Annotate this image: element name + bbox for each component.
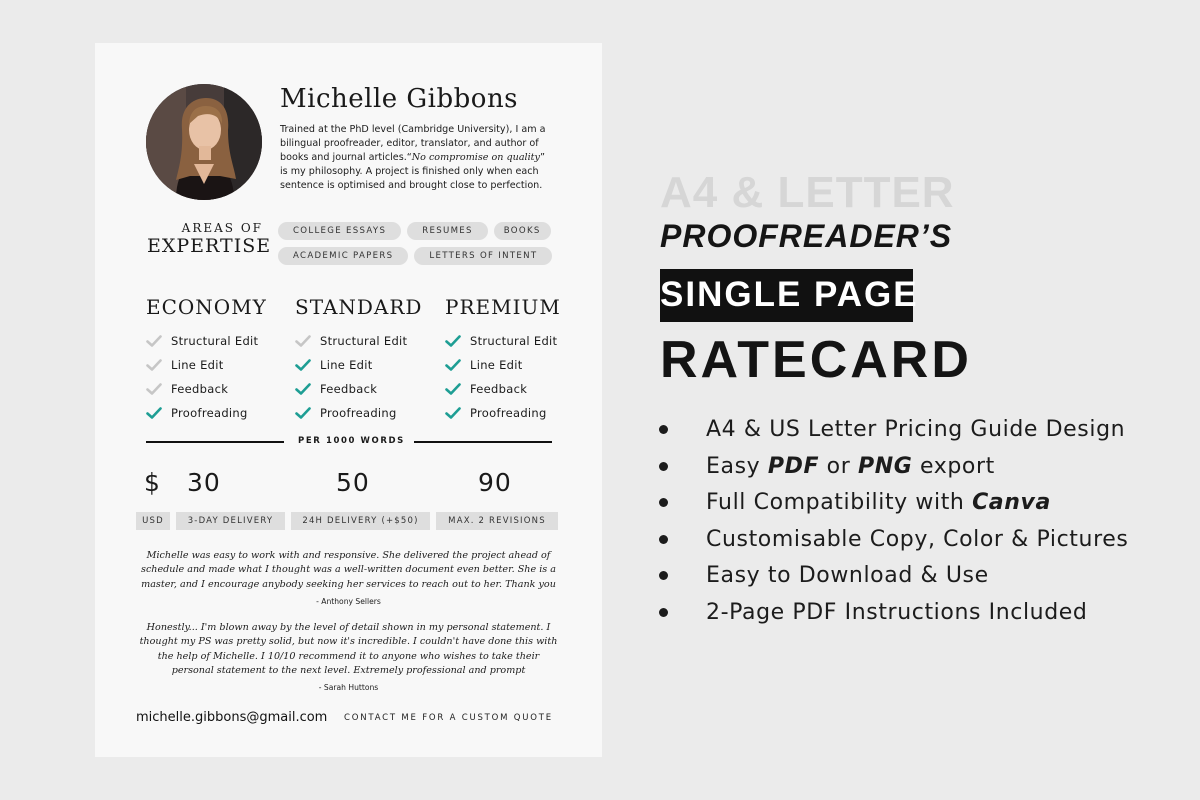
bullet-dot-icon [659, 462, 668, 471]
tier-feature-label: Proofreading [171, 406, 248, 420]
tier-premium [445, 295, 585, 425]
contact-email: michelle.gibbons@gmail.com [136, 710, 328, 725]
per-words-label: PER 1000 WORDS [298, 436, 405, 446]
tier-feature-label: Structural Edit [320, 334, 408, 348]
feature-list-item [659, 486, 1179, 523]
promo-headline-line3: SINGLE PAGE [660, 275, 919, 314]
promo-banner [660, 269, 919, 322]
bullet-dot-icon [659, 498, 668, 507]
tier-feature-label: Line Edit [320, 358, 373, 372]
tier-feature [146, 377, 286, 401]
feature-list-item [659, 596, 1179, 633]
tier-standard [295, 295, 435, 425]
tier-feature [295, 353, 435, 377]
check-disabled-icon [146, 383, 162, 395]
tier-feature-label: Structural Edit [171, 334, 259, 348]
currency-tag: USD [136, 512, 170, 530]
premium-revisions-tag: MAX. 2 REVISIONS [436, 512, 558, 530]
price-standard: 50 [336, 468, 370, 497]
bullet-dot-icon [659, 571, 668, 580]
tier-feature [445, 401, 585, 425]
tier-feature-label: Feedback [320, 382, 378, 396]
check-icon [445, 383, 461, 395]
feature-text: A4 & US Letter Pricing Guide Design [706, 417, 1126, 442]
tier-title: STANDARD [295, 295, 423, 319]
bullet-dot-icon [659, 608, 668, 617]
feature-list-item [659, 523, 1179, 560]
feature-text: Easy PDF or PNG export [706, 453, 995, 479]
tier-feature-label: Feedback [171, 382, 229, 396]
areas-of-expertise-heading: AREAS OF EXPERTISE [147, 221, 272, 257]
expertise-chip: COLLEGE ESSAYS [278, 222, 401, 240]
expertise-chip: ACADEMIC PAPERS [278, 247, 408, 265]
check-icon [295, 383, 311, 395]
feature-text: Full Compatibility with Canva [706, 490, 1051, 516]
tier-feature [295, 377, 435, 401]
promo-headline-line4: RATECARD [660, 331, 972, 389]
divider-line [414, 441, 552, 443]
expertise-chip: LETTERS OF INTENT [414, 247, 552, 265]
tier-feature-label: Line Edit [171, 358, 224, 372]
tier-feature-label: Proofreading [470, 406, 547, 420]
check-icon [445, 407, 461, 419]
tier-feature-label: Feedback [470, 382, 528, 396]
feature-list [659, 413, 1179, 633]
testimonial: Honestly... I'm blown away by the level of detail shown in my personal statement. I thought my PS was pretty solid, but now it's incredible. I couldn't have done this with the help of Michelle. I 10/10 recommend it to anyone who wishes to take their personal statement to the next level. Extremely professional and prompt - Sarah Huttons [136, 621, 561, 695]
tier-feature [445, 329, 585, 353]
currency-symbol: $ [144, 468, 161, 497]
tier-feature [445, 353, 585, 377]
check-disabled-icon [146, 359, 162, 371]
custom-quote-cta: CONTACT ME FOR A CUSTOM QUOTE [344, 713, 553, 723]
promo-headline-line1: A4 & LETTER [660, 168, 955, 217]
expertise-chip: RESUMES [407, 222, 488, 240]
tier-feature-label: Proofreading [320, 406, 397, 420]
check-disabled-icon [146, 335, 162, 347]
tier-feature [146, 401, 286, 425]
profile-bio: Trained at the PhD level (Cambridge University), I am a bilingual proofreader, editor, translator, and author of books and journal articles.“No compromise on quality” is my philosophy. A project is finished only when each sentence is optimised and brought close to perfection. [280, 124, 546, 192]
economy-delivery-tag: 3-DAY DELIVERY [176, 512, 285, 530]
feature-list-item [659, 559, 1179, 596]
tier-feature [146, 329, 286, 353]
tier-feature [146, 353, 286, 377]
ratecard-page [95, 43, 602, 757]
tier-feature-label: Line Edit [470, 358, 523, 372]
testimonial-author: - Sarah Huttons [318, 683, 379, 693]
check-disabled-icon [295, 335, 311, 347]
expertise-chip: BOOKS [494, 222, 551, 240]
check-icon [295, 407, 311, 419]
standard-delivery-tag: 24H DELIVERY (+$50) [291, 512, 430, 530]
tier-feature [295, 329, 435, 353]
feature-list-item [659, 450, 1179, 487]
feature-text: Customisable Copy, Color & Pictures [706, 526, 1129, 552]
tier-title: PREMIUM [445, 295, 561, 319]
profile-name: Michelle Gibbons [280, 84, 519, 114]
feature-text: Easy to Download & Use [706, 563, 989, 589]
check-icon [445, 359, 461, 371]
tier-title: ECONOMY [146, 295, 267, 319]
price-premium: 90 [478, 468, 512, 497]
feature-list-item [659, 413, 1179, 450]
promo-headline-line2: PROOFREADER’S [660, 218, 953, 254]
price-economy: 30 [187, 468, 221, 497]
feature-text: 2-Page PDF Instructions Included [706, 599, 1088, 625]
testimonial: Michelle was easy to work with and responsive. She delivered the project ahead of schedule and made what I thought was a well-written document even better. She is a master, and I encourage anybody seeking her services to reach out to her. Thank you - Anthony Sellers [136, 549, 561, 609]
tier-feature [295, 401, 435, 425]
testimonial-author: - Anthony Sellers [316, 596, 381, 606]
tier-economy [146, 295, 286, 425]
tier-feature [445, 377, 585, 401]
bullet-dot-icon [659, 425, 668, 434]
divider-line [146, 441, 284, 443]
expertise-tags [278, 222, 563, 272]
check-icon [146, 407, 162, 419]
tier-feature-label: Structural Edit [470, 334, 558, 348]
check-icon [295, 359, 311, 371]
bullet-dot-icon [659, 535, 668, 544]
check-icon [445, 335, 461, 347]
per-words-divider [146, 436, 551, 448]
profile-photo [146, 84, 262, 200]
